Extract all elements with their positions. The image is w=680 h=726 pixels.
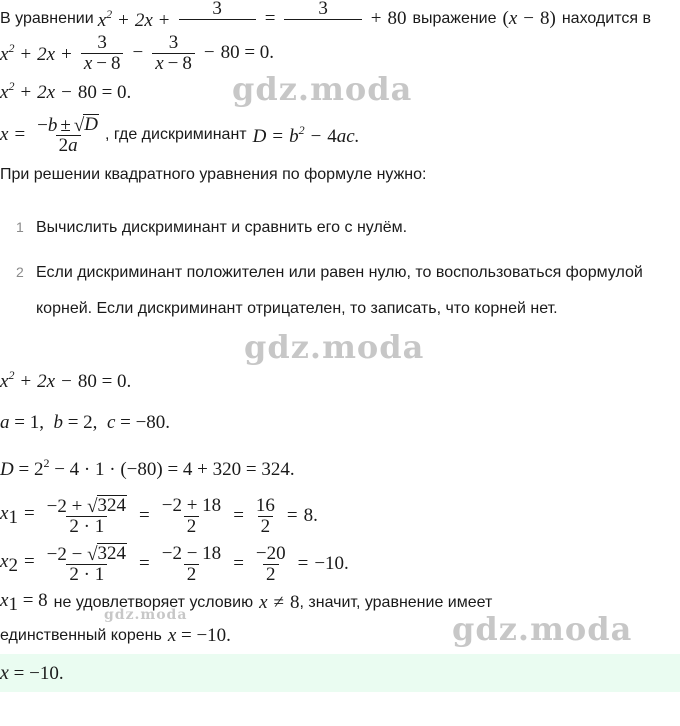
conclusion-part2: , значит, уравнение имеет: [299, 594, 493, 611]
intro-prefix: В уравнении: [0, 10, 94, 27]
root-1-line: $x_1$ = −2 + √ 324 2 · 1 = $\frac{-2 + 18}{2}$ = $\frac{16}{2}$ = 8.: [0, 494, 318, 538]
answer-box: [0, 654, 680, 692]
intro-line: В уравнении $x^2 + 2x$ + 3 = 3 + 80 выражение (x − 8) находится в: [0, 2, 651, 36]
answer-text: x = −10.: [0, 661, 64, 684]
fraction: $\frac{-20}{2}$: [255, 542, 286, 585]
discriminant-line: $D = 2^2 - 4 \cdot 1 \cdot (-80) = 4 + 320 = 324$.: [0, 455, 295, 480]
watermark: gdz.moda: [232, 70, 413, 108]
fraction: −b ± √ D 2a: [37, 113, 98, 157]
fraction: 3: [179, 0, 256, 39]
fraction: $\frac{3}{x - 8}$: [81, 33, 124, 74]
fraction: $\frac{-2 + 18}{2}$: [161, 494, 222, 537]
list-marker: 2: [16, 264, 24, 280]
fraction: $\frac{-2 - 18}{2}$: [161, 542, 222, 585]
math-expression: $x^2 + 2x$ +: [97, 6, 170, 31]
intro-tail: находится в: [561, 10, 651, 27]
conclusion-line-2: единственный корень x = −10.: [0, 625, 231, 646]
discriminant-text: , где дискриминант: [104, 126, 247, 143]
equation-line: $x^2 + 2x - 80 = 0$.: [0, 367, 132, 392]
list-item: [0, 210, 680, 246]
list-marker: 1: [16, 219, 24, 235]
equation-line: $x^2 + 2x - 80 = 0$.: [0, 78, 132, 103]
intro-suffix: выражение: [412, 10, 497, 27]
conclusion-part3: единственный корень: [0, 627, 162, 644]
watermark: gdz.moda: [244, 328, 425, 366]
fraction: $\frac{16}{2}$: [255, 494, 275, 537]
fraction: −2 − √ 324 2 · 1: [46, 542, 127, 586]
roots-formula-line: x = −b ± √ D 2a , где дискриминант $D = b^2 - 4ac$.: [0, 113, 360, 157]
list-item-text: Если дискриминант положителен или равен нулю, то воспользоваться формулой корней. Если дискриминант отрицателен, то записать, что корней нет.: [36, 264, 643, 317]
method-heading-line: [0, 162, 426, 188]
list-item-text: Вычислить дискриминант и сравнить его с нулём.: [36, 219, 408, 236]
method-heading: При решении квадратного уравнения по формуле нужно:: [0, 166, 427, 183]
watermark: gdz.moda: [104, 607, 188, 623]
coefficients-line: a = 1, b = 2, c = −80.: [0, 412, 171, 433]
fraction: $\frac{3}{x - 8}$: [152, 33, 195, 74]
conclusion-part1: не удовлетворяет условию: [53, 594, 254, 611]
conclusion-line-1: $x_1 = 8$ не удовлетворяет условию x ≠ 8 , значит, уравнение имеет: [0, 590, 493, 615]
watermark: gdz.moda: [452, 610, 633, 648]
root-2-line: $x_2$ = −2 − √ 324 2 · 1 = $\frac{-2 - 18}{2}$ = $\frac{-20}{2}$ = −10.: [0, 542, 349, 586]
fraction: 3: [284, 0, 361, 39]
equation-line: $x^2 + 2x$ + $\frac{3}{x - 8}$ − $\frac{3}{x - 8}$ − 80 = 0.: [0, 31, 275, 74]
fraction: −2 + √ 324 2 · 1: [46, 494, 127, 538]
